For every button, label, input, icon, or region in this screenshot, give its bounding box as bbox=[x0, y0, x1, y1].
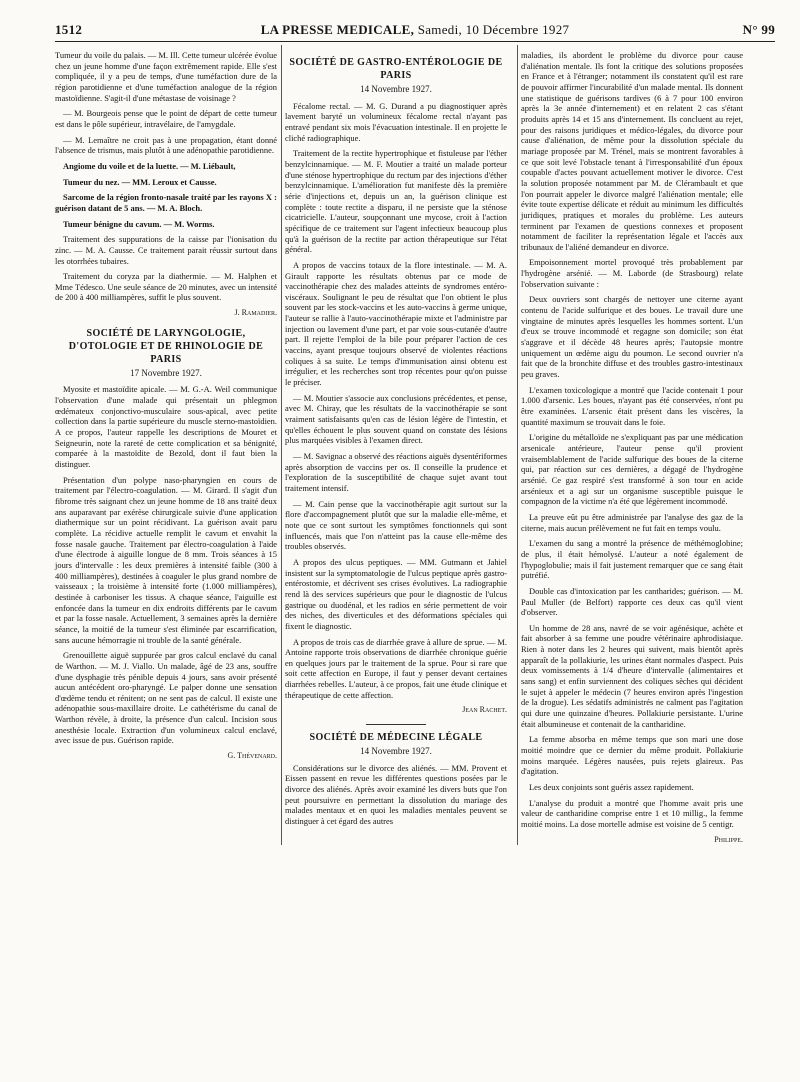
paragraph: Présentation d'un polype naso-pharyngien en cours de traitement par l'électro-coagulation. — M. Girard. Il s'agit d'un fibrome très saignant chez un jeune homme de 18 ans traité deux ans auparavant par exérèse chirurgicale suivie d'une application diathermique sur un point récidivant. La guérison avait paru complète. La récidive actuelle remplit le cavum et envahit la fosse nasale gauche. Traitement par électro-coagulation à l'aide d'une électrode à aiguille longue de 8 mm. Trois séances à 15 jours d'intervalle : les deux premières à intensité faible (300 à 400 milliampères), destinées à coaguler le plus grand nombre de vaisseaux ; la troisième à intensité forte (1.000 milliampères), destinée à carboniser les tissus. A chaque séance, l'aiguille est enfoncée dans la tumeur en dix endroits différents par le cavum et par la fosse nasale. Actuellement, 3 semaines après la dernière séance, la moitié de la tumeur s'est éliminée par escarrification, sans aucune hémorragie ni trouble de la santé générale. bbox=[55, 474, 277, 645]
page-header bbox=[55, 20, 775, 38]
paragraph: maladies, ils abordent le problème du divorce pour cause d'aliénation mentale. Ils font la critique des solutions proposées en France et à l'étranger; notamment ils constatent qu'il est rare de pouvoir affirmer l'incurabilité d'un malade mental. Ils donnent une statistique de guérisons tardives (6 à 7 pour 100 environ après la 3e année d'internement) et en relatent 2 cas s'étant produits après 14 et 15 ans d'internement. Ils concluent au rejet, pour des raisons juridiques et médico-légales, du divorce pour cause d'aliénation, de même pour la dissolution spéciale du mariage proposée par M. Trénel, mais se montrent favorables à ce que soit levé l'obstacle tenant à l'irresponsabilité d'un époux coupable d'actes pouvant actuellement motiver le divorce. C'est la solution proposée notamment par M. de Clérambault et que l'on pourrait appeler le divorce malgré l'aliénation mentale; elle évite toute expertise délicate et réduit au minimum les difficultés juridiques, pratiques et morales du problème. Les auteurs terminent par l'examen de questions connexes et proposent notamment de faciliter la représentation légale et l'accès aux tribunaux de l'aliéné demandeur en divorce. bbox=[521, 50, 743, 252]
paragraph: Fécalome rectal. — M. G. Durand a pu diagnostiquer après lavement baryté un volumineux fécalome rectal n'ayant pas entravé pendant six mois l'évacuation intestinale. Il en projette le cliché radiographique. bbox=[285, 100, 507, 143]
section-date: 14 Novembre 1927. bbox=[360, 84, 432, 94]
paragraph: L'origine du métalloïde ne s'expliquant pas par une médication arsenicale antérieure, l'auteur pense qu'il provient vraisemblablement de l'acide sulfurique des boues de la citerne qui, par réaction sur ces dernières, a dégagé de l'hydrogène arsénié. Ce gaz respiré s'est transformé à son tour en acide arsénieux et a agi sur un organisme susceptible puisque le compagnon de la victime n'a été que légèrement incommodé. bbox=[521, 432, 743, 507]
paragraph: Considérations sur le divorce des aliénés. — MM. Provent et Eissen passent en revue les différentes questions posées par le divorce des aliénés. Après avoir examiné les divers buts que l'on peut poursuivre en permettant la dissolution du mariage des malades mentaux et en quoi les maladies mentales peuvent se distinguer à cet égard des autres bbox=[285, 762, 507, 827]
paragraph: L'examen du sang a montré la présence de méthémoglobine; de plus, il était hémolysé. L'auteur a noté également de l'hypoglobulie; mais il fait justement remarquer que ce sang était putréfié. bbox=[521, 538, 743, 581]
paragraph: A propos de vaccins totaux de la flore intestinale. — M. A. Girault rapporte les résultats obtenus par ce mode de vaccinothérapie chez des malades atteints de syndromes entéro-viscéraux. Soulignant le peu de résultat que l'on obtient le plus souvent par les stock-vaccins et les auto-vaccins à germe unique, l'auteur se rallie à l'auto-vaccinothérapie mixte et l'administre par injection ou lavement d'une part, et par voie sous-cutanée d'autre part. Il rejette l'emploi de la bile pour préparer l'action de ces vaccins, ayant presque toujours observé de violentes réactions coliques à sa suite. Le temps d'immunisation ainsi obtenu est irrégulier, et les recherches sont trop récentes pour qu'on puisse le préciser. bbox=[285, 259, 507, 388]
section-heading bbox=[55, 327, 277, 366]
paragraph: L'examen toxicologique a montré que l'acide contenait 1 pour 1.000 d'arsenic. Les boues, n'ayant pas été conservées, n'ont pu être examinées. L'arsenic était présent dans les viscères, la quantité maximum se trouvait dans le foie. bbox=[521, 384, 743, 427]
section-separator bbox=[366, 724, 426, 725]
paragraph: Myosite et mastoïdite apicale. — M. G.-A. Weil communique l'observation d'une malade qui présentait un phlegmon œdémateux conjonctivo-musculaire sous-apical, avec petite collection dans la partie supérieure du muscle sterno-mastoïdien. A ce propos, l'auteur rappelle les descriptions de Mouret et Seigneurin, note la rareté de cette complication et sa bénignité, comparée à la mastoïdite de Bezold, dont il faut bien la distinguer. bbox=[55, 384, 277, 470]
issue-date: Samedi, 10 Décembre 1927 bbox=[417, 22, 570, 37]
journal-title bbox=[55, 22, 775, 38]
page-number: 1512 bbox=[55, 22, 83, 37]
paragraph: — M. Moutier s'associe aux conclusions précédentes, et pense, avec M. Chiray, que les résultats de la vaccinothérapie se sont vraiment satisfaisants qu'en cas de lésion légère de l'intestin, et qu'elles échouent le plus souvent quand on constate des lésions plus marquées visibles à l'examen direct. bbox=[285, 392, 507, 446]
journal-name: LA PRESSE MEDICALE, bbox=[260, 22, 415, 37]
paragraph: Tumeur du nez. — MM. Leroux et Causse. bbox=[63, 176, 217, 187]
paragraph: — M. Cain pense que la vaccinothérapie agit surtout sur la flore d'accompagnement plutôt que sur la maladie elle-même, et note que ce sont surtout les symptômes fonctionnels qui sont influencés, mais que l'on n'atteint pas la cause elle-même des troubles observés. bbox=[285, 498, 507, 552]
paragraph: L'analyse du produit a montré que l'homme avait pris une valeur de cantharidine comprise entre 1 et 10 millig., la femme moitié moins. La dose mortelle admise est voisine de 5 centigr. bbox=[521, 797, 743, 829]
paragraph: Sarcome de la région fronto-nasale traité par les rayons X : guérison datant de 5 ans. — M. A. Bloch. bbox=[55, 192, 277, 213]
paragraph: Traitement des suppurations de la caisse par l'ionisation du zinc. — M. A. Causse. Ce traitement parait réussir surtout dans les otorrhées tubaires. bbox=[55, 234, 277, 266]
paragraph: Grenouillette aiguë suppurée par gros calcul enclavé du canal de Warthon. — M. J. Viallo. Un malade, âgé de 23 ans, souffre d'une dysphagie très pénible depuis 4 jours, sans avoir présenté aucun antécédent oro-pharyngé. Le palper donne une sensation d'œdème tendu et rénitent; on ne sent pas de calcul. Il existe une adénopathie sous-maxillaire droite. Le cathétérisme du canal de Warthon révèle, à droite, la présence d'un calcul. Incision sous anesthésie locale. Extraction d'un volumineux calcul enclavé, avec issue de pus. Guérison rapide. bbox=[55, 650, 277, 746]
paragraph: Les deux conjoints sont guéris assez rapidement. bbox=[529, 782, 694, 792]
signature: G. Thévenard. bbox=[227, 751, 277, 761]
journal-page bbox=[55, 20, 775, 1080]
paragraph: — M. Bourgeois pense que le point de départ de cette tumeur est dans le pôle supérieur, intravélaire, de l'amygdale. bbox=[55, 108, 277, 129]
paragraph: La femme absorba en même temps que son mari une dose moitié moindre que ce dernier du même produit. Pollakiurie moins marquée. Légères nausées, puis rejets glaireux. Pas d'agitation. bbox=[521, 734, 743, 777]
section-date: 17 Novembre 1927. bbox=[130, 367, 202, 378]
paragraph: Traitement du coryza par la diathermie. — M. Halphen et Mme Tédesco. Une seule séance de 20 minutes, avec un intensité de 200 à 400 milliampères, suffit le plus souvent. bbox=[55, 271, 277, 303]
paragraph: Traitement de la rectite hypertrophique et fistuleuse par l'éther benzylcinnamique. — M. F. Moutier a traité un malade porteur d'une sténose hypertrophique du rectum par des injections d'éther benzylcinnamique. L'amélioration fut manifeste dès la première série d'injections et, depuis un an, la guérison clinique est complète : toute rectite a disparu, il ne persiste que la sténose cicatricielle. L'auteur, soupçonnant une mycose, croit à l'action spécifique de ce traitement sur l'agent infectieux beaucoup plus qu'à la guérison de la rectite par action thérapeutique sur l'état général. bbox=[285, 148, 507, 255]
column-divider bbox=[281, 45, 282, 845]
issue-number: N° 99 bbox=[742, 22, 775, 37]
header-rule bbox=[55, 41, 775, 42]
section-heading-line: D'OTOLOGIE ET DE RHINOLOGIE DE PARIS bbox=[68, 340, 264, 365]
paragraph: Tumeur bénigne du cavum. — M. Worms. bbox=[63, 218, 215, 229]
paragraph: — M. Savignac a observé des réactions aiguës dysentériformes après absorption de vaccins per os. Il conseille la prudence et l'exploration de la susceptibilité de chaque sujet avant tout traitement intensif. bbox=[285, 451, 507, 493]
column-left bbox=[55, 50, 277, 770]
paragraph: Un homme de 28 ans, navré de se voir agénésique, achète et fait absorber à sa femme une poudre vétérinaire aphrodisiaque. Rien à noter dans les 2 heures qui suivent, mais bientôt après apparaît de la pollakiurie, les urines étant normales d'aspect. Puis deux vomissements à 1/4 d'heure d'intervalle (alimentaires et sans sang) et enfin surviennent des coliques sèches qui décident le sujet à appeler le médecin (7 heures environ après l'ingestion de la drogue). Les sédatifs administrés ne calment pas l'agitation qui dure une quinzaine d'heures. Pollakiurie persistante. L'urine était albumineuse et contenait de la cantharidine. bbox=[521, 622, 743, 729]
paragraph: Angiome du voile et de la luette. — M. Liébault, bbox=[63, 160, 236, 171]
signature: Philippe. bbox=[714, 834, 743, 844]
paragraph: Empoisonnement mortel provoqué très probablement par l'hydrogène arsénié. — M. Laborde (de Strasbourg) relate l'observation suivante : bbox=[521, 257, 743, 289]
section-heading: SOCIÉTÉ DE GASTRO-ENTÉROLOGIE DE PARIS bbox=[289, 57, 503, 81]
column-right bbox=[521, 50, 743, 853]
signature: Jean Rachet. bbox=[462, 705, 507, 715]
paragraph: Deux ouvriers sont chargés de nettoyer une citerne ayant contenu de l'acide sulfurique et des boues. Le travail dure une vingtaine de minutes après lesquelles les hommes sortent. L'un d'eux se trouve incommodé et regagne son domicile; son état s'aggrave et il décède 48 heures après; l'autopsie montre uniquement un œdème aigu du poumon. Le second ouvrier n'a fait que de la bronchite diffuse et des troubles gastro-intestinaux peu graves. bbox=[521, 294, 743, 380]
column-divider bbox=[517, 45, 518, 845]
column-middle bbox=[285, 50, 507, 832]
paragraph: La preuve eût pu être administrée par l'analyse des gaz de la citerne, mais aucun prélèvement ne fut fait en temps voulu. bbox=[521, 511, 743, 533]
section-heading-line: SOCIÉTÉ DE LARYNGOLOGIE, bbox=[86, 327, 246, 339]
signature: J. Ramadier. bbox=[234, 308, 277, 318]
paragraph: A propos des ulcus peptiques. — MM. Gutmann et Jahiel insistent sur la symptomatologie de l'ulcus peptique après gastro-entérostomie, et décrivent ses crises évolutives. La radiographie rend là des services supérieurs que pour le diagnostic de l'ulcus gastrique ou duodénal, et les radios en série permettent de voir des niches, des diverticules et des déformations spéciales qui fixent le diagnostic. bbox=[285, 556, 507, 631]
section-heading: SOCIÉTÉ DE MÉDECINE LÉGALE bbox=[309, 732, 483, 744]
paragraph: Double cas d'intoxication par les cantharides; guérison. — M. Paul Muller (de Belfort) rapporte ces deux cas qu'il vient d'observer. bbox=[521, 585, 743, 618]
paragraph: A propos de trois cas de diarrhée grave à allure de sprue. — M. Antoine rapporte trois observations de diarrhée chronique guérie en quelques jours par le traitement de la sprue. Pour si rare que soit cette affection en Europe, il faut y penser devant certaines diarrhées rebelles. L'auteur, à ce propos, fait une étude clinique et thérapeutique de cette affection. bbox=[285, 636, 507, 700]
section-date: 14 Novembre 1927. bbox=[360, 746, 432, 757]
paragraph: Tumeur du voile du palais. — M. Ill. Cette tumeur ulcérée évolue chez un jeune homme d'une façon extrêmement rapide. Elle s'est compliquée, il y a peu de temps, d'une tuméfaction dure de la région parotidienne et d'une tuméfaction analogue de la région mastoïdienne. S'agit-il d'une métastase de voisinage ? bbox=[55, 50, 277, 103]
paragraph: — M. Lemaître ne croit pas à une propagation, étant donné l'absence de trismus, mais plutôt à une adénopathie parotidienne. bbox=[55, 134, 277, 156]
